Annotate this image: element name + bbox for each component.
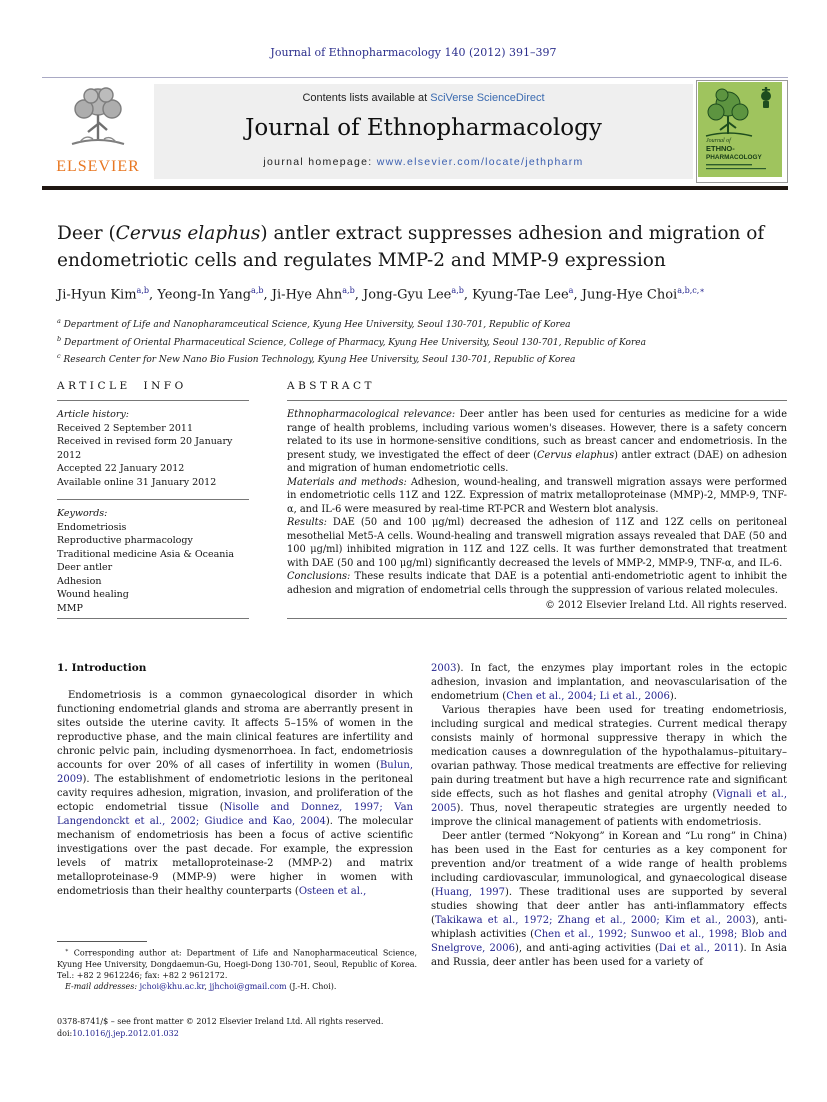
- text-segment: Results:: [287, 517, 327, 528]
- email-link-jchoi[interactable]: jchoi@khu.ac.kr: [139, 981, 205, 991]
- text-segment: Materials and methods:: [287, 476, 407, 488]
- text-segment: ∗: [65, 948, 69, 954]
- affiliation-item: [57, 315, 787, 333]
- text-segment: Deer (: [57, 223, 116, 244]
- text-segment: a,b: [251, 286, 264, 295]
- abstract-column: [287, 380, 787, 615]
- text-segment: Research Center for New Nano Bio Fusion Technology, Kyung Hee University, Seoul 130-701, Republic of Korea: [60, 355, 576, 365]
- article-info-heading: ARTICLE INFO: [57, 380, 187, 392]
- cover-art: [698, 82, 782, 177]
- abstract-heading: ABSTRACT: [287, 380, 376, 392]
- body-paragraph: [431, 662, 787, 704]
- text-segment: Department of Oriental Pharmaceutical Science, College of Pharmacy, Kyung Hee University, Seoul 130-701, Republic of Korea: [61, 337, 646, 348]
- email-link-jjhchoi[interactable]: jjhchoi@gmail.com: [209, 981, 287, 991]
- text-segment: These results indicate that DAE is a potential anti-endometriotic agent to inhibit the adhesion and migration of endometrial cells through the suppression of various related molecules.: [287, 571, 787, 596]
- left-column: [57, 662, 413, 970]
- cover-title-line3: PHARMACOLOGY: [706, 154, 762, 161]
- corresponding-author-note: [57, 946, 417, 981]
- abstract-rule: [287, 400, 787, 401]
- abstract-paragraph: [287, 408, 787, 476]
- title-separator-rule: [42, 186, 788, 190]
- homepage-link[interactable]: www.elsevier.com/locate/jethpharm: [376, 156, 584, 168]
- citation-chen-li[interactable]: Chen et al., 2004; Li et al., 2006: [506, 691, 670, 702]
- history-item: Accepted 22 January 2012: [57, 463, 185, 474]
- text-segment: ). The establishment of endometriotic lesions in the peritoneal cavity requires adhesion, migration, invasion, and proliferation of the ectopic endometrial tissue (: [57, 774, 413, 813]
- elsevier-wordmark: ELSEVIER: [56, 158, 140, 175]
- sciverse-sciencedirect-link[interactable]: SciVerse ScienceDirect: [430, 92, 545, 104]
- contents-text: Contents lists available at: [302, 92, 431, 104]
- text-segment: a: [568, 286, 574, 295]
- footnote-rule: [57, 941, 147, 942]
- text-segment: ). In fact, the enzymes play important roles in the ectopic adhesion, invasion and implantation, and neovascularisation of the endometrium (: [431, 663, 787, 702]
- text-segment: a: [57, 317, 61, 325]
- text-segment: Ji-Hyun Kim: [57, 287, 137, 303]
- email-addresses-line: [57, 981, 417, 992]
- text-segment: a,b: [136, 286, 150, 295]
- text-segment: , Ji-Hye Ahn: [263, 287, 343, 303]
- top-rule: [42, 77, 788, 78]
- elsevier-tree-icon: [60, 82, 136, 156]
- cover-title-line1: Journal of: [706, 138, 731, 144]
- keywords-rule: [57, 499, 249, 500]
- keyword-item: MMP: [57, 602, 83, 614]
- text-segment: Conclusions:: [287, 571, 351, 582]
- contents-line: [154, 84, 693, 104]
- text-segment: (J.-H. Choi).: [286, 981, 337, 991]
- text-segment: Ethnopharmacological relevance:: [287, 409, 456, 420]
- abstract-paragraph: [287, 516, 787, 570]
- text-segment: b: [57, 334, 62, 343]
- text-segment: ). These traditional uses are supported by several studies showing that deer antler has anti-inflammatory effects (: [431, 887, 787, 926]
- article-title: [57, 220, 787, 274]
- homepage-prefix: journal homepage:: [263, 156, 377, 168]
- article-body: [57, 662, 787, 970]
- keywords-label: Keywords:: [57, 508, 108, 519]
- text-segment: ). The molecular mechanism of endometriosis has been a focus of active scientific investigations over the past decade. For example, the expression levels of matrix metalloproteinase-2 (MMP-2) and matrix metalloproteinase-9 (MMP-9) were higher in women with endometriosis than their healthy counterparts (: [57, 816, 413, 897]
- text-segment: Adhesion, wound-healing, and transwell migration assays were performed in endometriotic cells 11Z and 12Z. Expression of matrix metalloproteinase (MMP)-2, MMP-9, TNF-α, and IL-6 were measured by real-time RT-PCR and Western blot analysis.: [287, 476, 787, 515]
- text-segment: , Jung-Hye Choi: [573, 287, 678, 303]
- text-segment: Deer antler has been used for centuries as medicine for a wide range of health problems, including various women's diseases. However, there is a safety concern related to its use in hormone-sensitive conditions, such as breast cancer and endometriosis. In the present study, we investigated the effect of deer (: [287, 409, 788, 461]
- text-segment: Deer antler (termed “Nokyong” in Korean and “Lu rong” in China) has been used in the East for centuries as a key component for prevention and/or treatment of a wide range of health problems including cardiovascular, immunological, and gynaecological disease (: [431, 831, 787, 898]
- text-segment: , Jong-Gyu Lee: [354, 287, 452, 303]
- article-history-label: Article history:: [57, 409, 129, 420]
- abstract-bottom-rule: [287, 618, 787, 619]
- text-segment: ), anti-whiplash activities (: [431, 915, 787, 940]
- article-info-abstract-section: [57, 380, 787, 615]
- bottom-matter: [57, 1016, 477, 1040]
- text-segment: E-mail addresses:: [65, 981, 140, 991]
- text-segment: DAE (50 and 100 μg/ml) decreased the adhesion of 11Z and 12Z cells on peritoneal mesothelial Met5-A cells. Wound-healing and transwell migration assays revealed that DAE (50 and 100 μg/ml) inhibited migration in 11Z and 12Z cells. It was further demonstrated that treatment with DAE (50 and 100 μg/ml) significantly decreased the levels of MMP-2, MMP-9, TNF-α, and IL-6.: [287, 517, 787, 569]
- history-item: Received 2 September 2011: [57, 422, 194, 434]
- affiliations: [57, 315, 787, 368]
- text-segment: ). Thus, novel therapeutic strategies are urgently needed to improve the clinical management of patients with endometriosis.: [431, 803, 787, 828]
- elsevier-logo[interactable]: [42, 80, 154, 183]
- abstract-paragraph: [287, 476, 787, 517]
- text-segment: c: [57, 352, 61, 360]
- text-segment: a,b: [451, 286, 464, 295]
- text-segment: ) antler extract suppresses adhesion and migration of endometriotic cells and regulates MMP-2 and MMP-9 expression: [57, 223, 765, 271]
- body-paragraph: [431, 830, 787, 970]
- abstract-paragraph: [287, 570, 787, 597]
- right-column: [431, 662, 787, 970]
- homepage-line: [154, 156, 693, 168]
- copyright-line: © 2012 Elsevier Ireland Ltd. All rights reserved.: [545, 600, 787, 611]
- keyword-item: Traditional medicine Asia & Oceania: [57, 548, 235, 560]
- citation-takikawa-zhang-kim[interactable]: Takikawa et al., 1972; Zhang et al., 2000; Kim et al., 2003: [434, 915, 752, 926]
- keyword-item: Reproductive pharmacology: [57, 535, 193, 546]
- keyword-item: Endometriosis: [57, 521, 127, 533]
- body-paragraph: [431, 704, 787, 830]
- text-segment: Various therapies have been used for treating endometriosis, including surgical and medical strategies. Current medical therapy consists mainly of hormonal suppressive therapy in which the medication causes a downregulation of the hypothalamus–pituitary–ovarian pathway. Those medical treatments are effective for relieving pain during treatment but have a high recurrence rate and significant side effects, such as hot flashes and genital atrophy (: [431, 705, 788, 800]
- text-segment: Corresponding author at: Department of Life and Nanopharmaceutical Science, Kyung Hee University, Dongdaemun-Gu, Hoegi-Dong 130-701, Seoul, Republic of Korea. Tel.: +82 2 9612246; fax: +82 2 9612172.: [57, 948, 417, 980]
- text-segment: a,b,c,∗: [677, 286, 705, 295]
- text-segment: , Kyung-Tae Lee: [463, 287, 569, 303]
- article-info-rule: [57, 400, 249, 401]
- journal-title: Journal of Ethnopharmacology: [245, 115, 602, 141]
- text-segment: ), and anti-aging activities (: [515, 943, 659, 954]
- text-segment: ). In Asia and Russia, deer antler has been used for a variety of: [431, 943, 788, 968]
- citation-bulun-2009[interactable]: Bulun, 2009: [57, 760, 413, 785]
- text-segment: Endometriosis is a common gynaecological disorder in which functioning endometrial glands and stroma are aberrantly present in sites outside the uterine cavity. It affects 5–15% of women in the reproductive phase, and the main clinical features are infertility and chronic pelvic pain, including dysmenorrhoea. In fact, endometriosis accounts for over 20% of all cases of infertility in women (: [57, 690, 413, 771]
- text-segment: ,: [204, 981, 210, 991]
- text-segment: ) antler extract (DAE) on adhesion and migration of human endometriotic cells.: [287, 449, 787, 474]
- citation-osteen-2003[interactable]: 2003: [431, 663, 457, 674]
- citation-osteen[interactable]: Osteen et al.,: [298, 886, 367, 897]
- author-list: [57, 286, 787, 302]
- keyword-item: Adhesion: [57, 575, 102, 587]
- text-segment: Department of Life and Nanopharamceutical Science, Kyung Hee University, Seoul 130-701, Republic of Korea: [60, 320, 571, 330]
- header-citation: Journal of Ethnopharmacology 140 (2012) 391–397: [270, 46, 557, 59]
- banner: [42, 80, 788, 183]
- citation-vignali[interactable]: Vignali et al., 2005: [431, 789, 788, 814]
- section-heading-introduction: 1. Introduction: [57, 662, 147, 674]
- doi-prefix: doi:: [57, 1029, 73, 1038]
- journal-cover-thumbnail[interactable]: [696, 80, 788, 183]
- affiliation-item: [57, 350, 787, 368]
- affiliation-item: [57, 333, 787, 351]
- body-paragraph: [57, 689, 413, 899]
- keyword-item: Wound healing: [57, 589, 129, 600]
- text-segment: ).: [669, 691, 677, 702]
- info-bottom-rule: [57, 618, 249, 619]
- issn-line: 0378-8741/$ – see front matter © 2012 Elsevier Ireland Ltd. All rights reserved.: [57, 1017, 384, 1026]
- history-item: Received in revised form 20 January 2012: [57, 436, 233, 461]
- footnote-block: [57, 941, 417, 992]
- citation-dai[interactable]: Dai et al., 2011: [658, 943, 740, 954]
- keyword-item: Deer antler: [57, 562, 113, 573]
- text-segment: Cervus elaphus: [537, 449, 615, 461]
- text-segment: a,b: [342, 286, 355, 295]
- article-info-column: [57, 380, 249, 615]
- citation-chen-sunwoo-blob[interactable]: Chen et al., 1992; Sunwoo et al., 1998; Blob and Snelgrove, 2006: [431, 929, 787, 954]
- text-segment: Cervus elaphus: [115, 223, 261, 244]
- doi-line: [57, 1028, 477, 1040]
- cover-title-line2: ETHNO-: [706, 144, 735, 153]
- text-segment: , Yeong-In Yang: [149, 287, 252, 303]
- doi-link[interactable]: 10.1016/j.jep.2012.01.032: [72, 1029, 179, 1038]
- citation-huang[interactable]: Huang, 1997: [434, 887, 505, 898]
- citation-nisolle-giudice[interactable]: Nisolle and Donnez, 1997; Van Langendonckt et al., 2002; Giudice and Kao, 2004: [57, 802, 413, 827]
- history-item: Available online 31 January 2012: [57, 476, 217, 488]
- banner-center: [154, 84, 693, 179]
